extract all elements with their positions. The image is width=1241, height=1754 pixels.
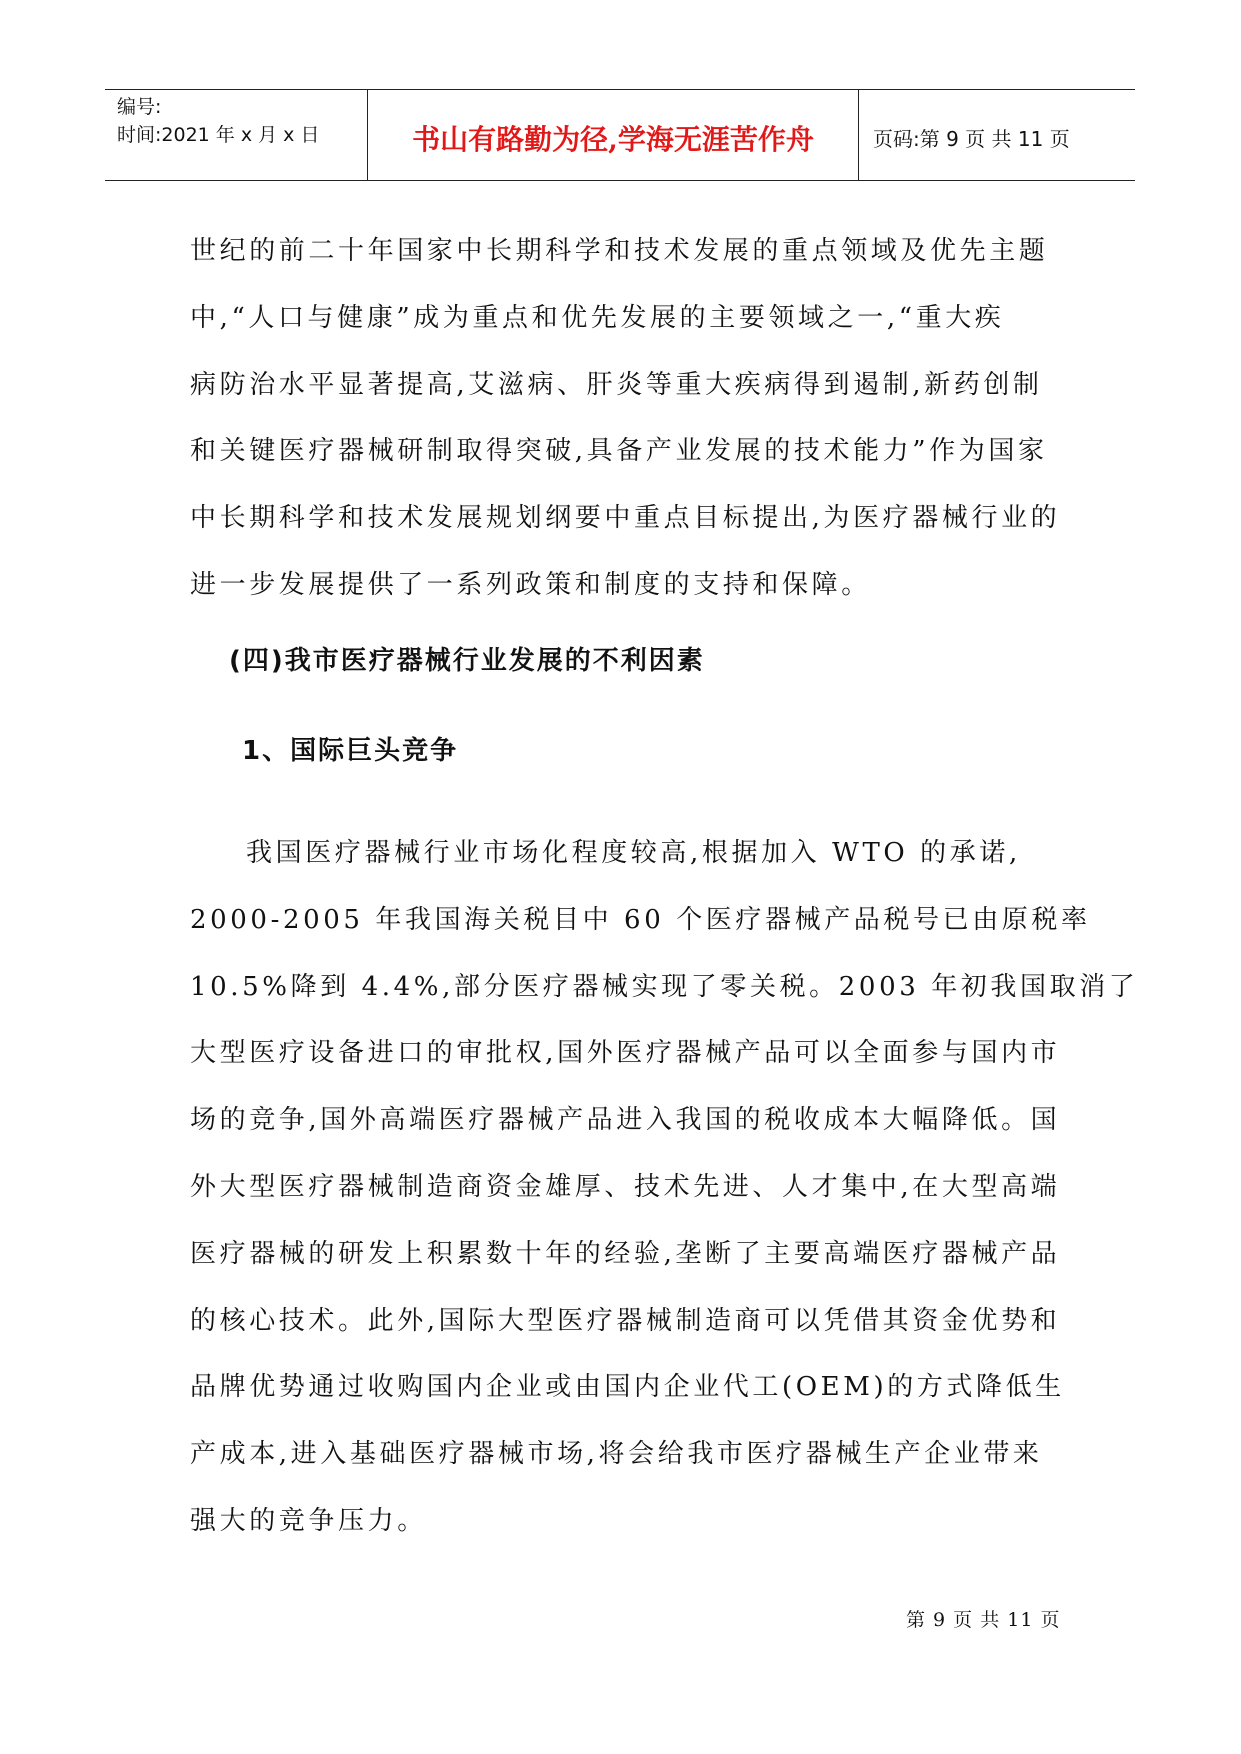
page-footer: 第 9 页 共 11 页 (906, 1609, 1061, 1631)
text-line: 和关键医疗器械研制取得突破,具备产业发展的技术能力”作为国家 (190, 436, 1048, 467)
text-line: 中长期科学和技术发展规划纲要中重点目标提出,为医疗器械行业的 (190, 503, 1061, 534)
text-line: 强大的竞争压力。 (190, 1505, 427, 1536)
text-line: 世纪的前二十年国家中长期科学和技术发展的重点领域及优先主题 (190, 236, 1049, 266)
text-line: 的核心技术。此外,国际大型医疗器械制造商可以凭借其资金优势和 (190, 1305, 1061, 1336)
body-paragraph-1 (190, 218, 1060, 619)
header-meta (105, 90, 368, 180)
text-line: 进一步发展提供了一系列政策和制度的支持和保障。 (190, 569, 871, 600)
header-motto: 书山有路勤为径,学海无涯苦作舟 (368, 90, 859, 180)
sub-heading: 1、国际巨头竞争 (242, 736, 459, 766)
page-header (105, 89, 1135, 181)
document-number-label: 编号: (117, 96, 162, 118)
document-date: 时间:2021 年 x 月 x 日 (117, 124, 320, 146)
text-line: 中,“人口与健康”成为重点和优先发展的主要领域之一,“重大疾 (190, 302, 1005, 333)
text-line: 2000-2005 年我国海关税目中 60 个医疗器械产品税号已由原税率 (190, 904, 1091, 935)
text-line: 病防治水平显著提高,艾滋病、肝炎等重大疾病得到遏制,新药创制 (190, 369, 1043, 400)
body-section (190, 820, 1139, 1555)
header-page-info: 页码:第 9 页 共 11 页 (873, 126, 1070, 151)
text-line: 我国医疗器械行业市场化程度较高,根据加入 WTO 的承诺, (246, 838, 1021, 868)
text-line: 医疗器械的研发上积累数十年的经验,垄断了主要高端医疗器械产品 (190, 1238, 1061, 1269)
section-heading: (四)我市医疗器械行业发展的不利因素 (229, 646, 705, 676)
body-paragraph-2 (190, 820, 1139, 1555)
text-line: 10.5%降到 4.4%,部分医疗器械实现了零关税。2003 年初我国取消了 (190, 971, 1139, 1002)
text-line: 场的竞争,国外高端医疗器械产品进入我国的税收成本大幅降低。国 (190, 1105, 1061, 1136)
text-line: 外大型医疗器械制造商资金雄厚、技术先进、人才集中,在大型高端 (190, 1171, 1061, 1202)
paragraph-continuation (190, 218, 1060, 619)
text-line: 大型医疗设备进口的审批权,国外医疗器械产品可以全面参与国内市 (190, 1038, 1061, 1069)
text-line: 品牌优势通过收购国内企业或由国内企业代工(OEM)的方式降低生 (190, 1372, 1065, 1403)
text-line: 产成本,进入基础医疗器械市场,将会给我市医疗器械生产企业带来 (190, 1439, 1043, 1470)
